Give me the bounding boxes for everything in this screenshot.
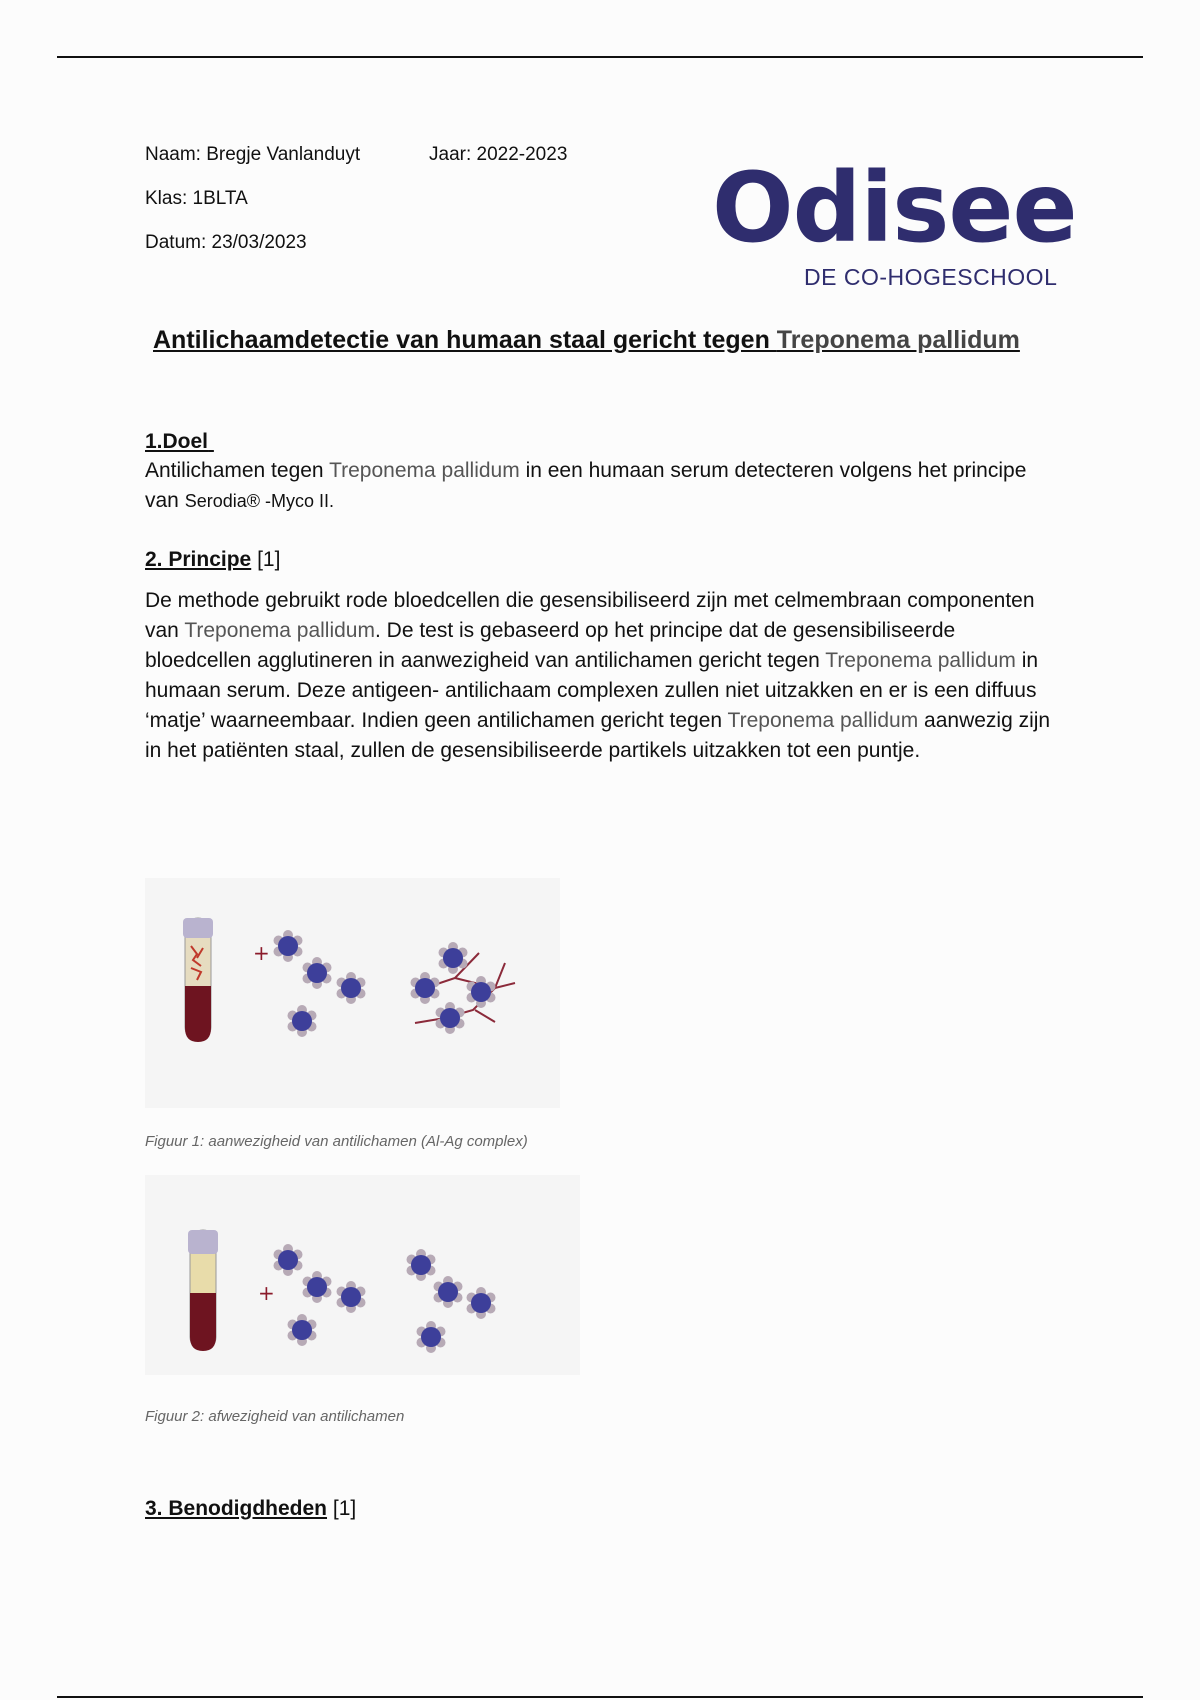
principe-ref: [1] [257, 548, 281, 571]
datum: Datum: 23/03/2023 [145, 232, 307, 253]
naam-line [145, 140, 568, 184]
principe-text: De methode gebruikt rode bloedcellen die gesensibiliseerd zijn met celmembraan componenten van Treponema pallidum. De test is gebaseerd op het principe dat de gesensibiliseerde bloedcellen agglutineren in aanwezigheid van antilichamen gericht tegen Treponema pallidum in humaan serum. Deze antigeen- antilichaam complexen zullen niet uitzakken en er is een diffuus ‘matje’ waarneembaar. Indien geen antilichamen gericht tegen Treponema pallidum aanwezig zijn in het patiënten staal, zullen de gesensibiliseerde partikels uitzakken tot een puntje. [145, 589, 1051, 762]
header-meta [145, 140, 568, 272]
logo-subtitle: DE CO-HOGESCHOOL [804, 264, 1058, 290]
doel-text: Antilichamen tegen Treponema pallidum in een humaan serum detecteren volgens het principe van Serodia® -Myco II. [145, 459, 1027, 512]
benodigdheden-ref: [1] [332, 1497, 357, 1520]
agglutinated-cells-icon [411, 942, 516, 1034]
figure-1-caption: Figuur 1: aanwezigheid van antilichamen (Al-Ag complex) [145, 1133, 528, 1150]
section-benodigdheden [145, 1497, 1065, 1521]
odisee-logo [712, 152, 1092, 290]
logo-word: Odisee [712, 152, 1077, 264]
bottom-rule [57, 1696, 1143, 1698]
tube-with-antibodies-icon [183, 918, 213, 1042]
figure-2-caption: Figuur 2: afwezigheid van antilichamen [145, 1408, 405, 1425]
plus-sign: + [258, 1281, 275, 1305]
section-doel [145, 430, 1065, 516]
figure-2-no-agglutination [145, 1175, 580, 1375]
title-main: Antilichaamdetectie van humaan staal gericht tegen [153, 326, 777, 354]
doel-product: Serodia® -Myco II. [184, 491, 335, 511]
section-principe [145, 548, 1065, 766]
jaar: Jaar: 2022-2023 [429, 144, 568, 165]
free-cells-left-icon [274, 1244, 366, 1346]
figure-1-agglutination [145, 878, 560, 1108]
top-rule [57, 56, 1143, 58]
doel-organism: Treponema pallidum [329, 459, 520, 482]
principe-heading: 2. Principe [1] [145, 548, 281, 571]
free-cells-right-icon [407, 1249, 496, 1353]
tube-without-antibodies-icon [188, 1230, 218, 1351]
doel-heading: 1.Doel [145, 430, 209, 453]
title-organism: Treponema pallidum [776, 326, 1020, 354]
plus-sign: + [253, 941, 270, 965]
klas: Klas: 1BLTA [145, 188, 248, 209]
free-cells-icon [274, 930, 366, 1037]
naam: Naam: Bregje Vanlanduyt [145, 144, 361, 165]
benodigdheden-heading: 3. Benodigdheden [1] [145, 1497, 357, 1520]
document-title [153, 326, 1020, 355]
